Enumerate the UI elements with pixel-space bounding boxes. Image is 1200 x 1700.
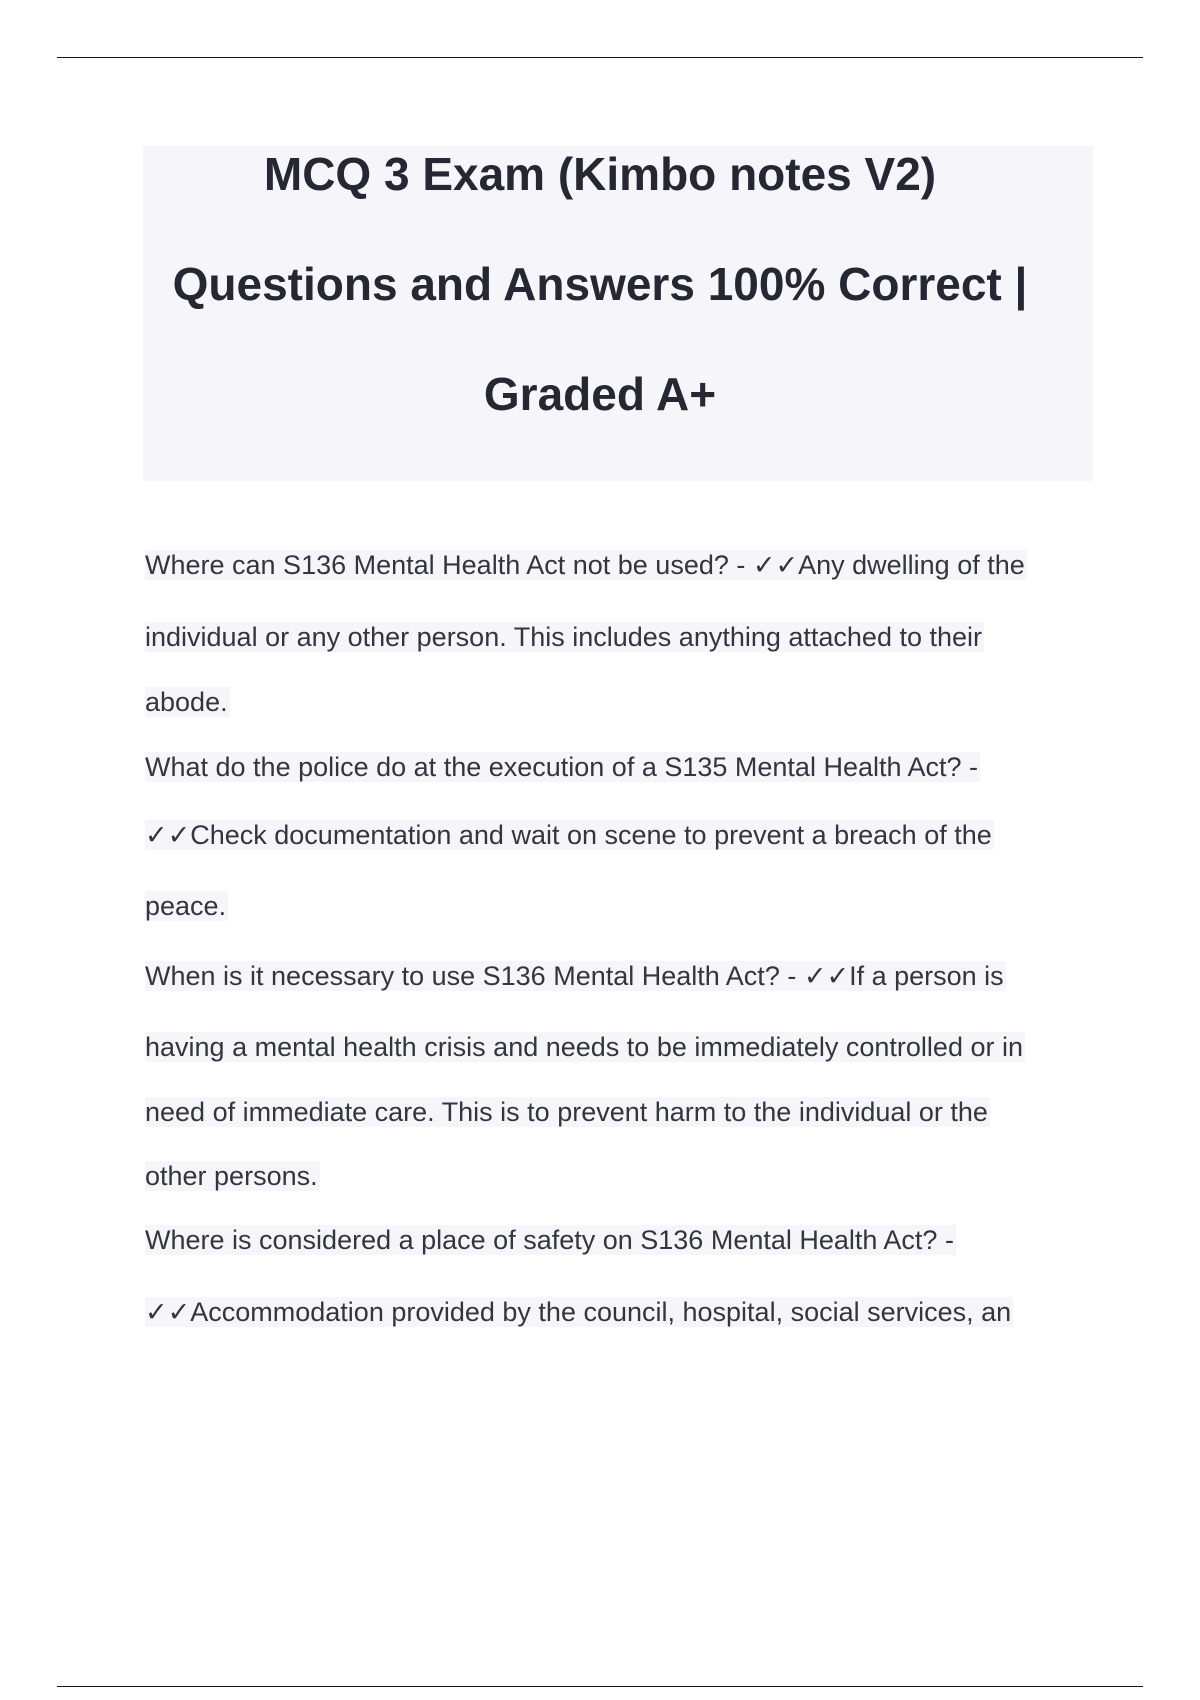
body-line: [145, 1158, 320, 1194]
body-line: [145, 888, 228, 924]
qa-text: Where is considered a place of safety on S136 Mental Health Act? -: [145, 1225, 954, 1255]
document-title-line-2: Questions and Answers 100% Correct |: [172, 258, 1028, 310]
body-line: [145, 749, 980, 785]
body-line: [145, 1222, 956, 1258]
body-line: [145, 958, 1006, 994]
qa-text: When is it necessary to use S136 Mental Health Act? - ✓✓If a person is: [145, 961, 1004, 991]
document-title-line-1: MCQ 3 Exam (Kimbo notes V2): [263, 148, 937, 200]
bottom-rule: [57, 1686, 1143, 1687]
top-rule: [57, 57, 1143, 58]
body-line: [145, 1094, 990, 1130]
document-title-line-3: Graded A+: [483, 368, 717, 420]
qa-text: Where can S136 Mental Health Act not be used? - ✓✓Any dwelling of the: [145, 550, 1025, 580]
body-line: [145, 1029, 1025, 1065]
qa-text: ✓✓Check documentation and wait on scene to prevent a breach of the: [145, 820, 992, 850]
qa-text: individual or any other person. This includes anything attached to their: [145, 622, 983, 652]
qa-text: need of immediate care. This is to prevent harm to the individual or the: [145, 1097, 988, 1127]
body-line: [145, 684, 230, 720]
body-line: [145, 1294, 1013, 1330]
qa-text: What do the police do at the execution of a S135 Mental Health Act? -: [145, 752, 979, 782]
body-line: [145, 619, 984, 655]
qa-text: abode.: [145, 687, 228, 717]
qa-text: ✓✓Accommodation provided by the council, hospital, social services, an: [145, 1297, 1012, 1327]
body-line: [145, 547, 1027, 583]
body-line: [145, 817, 994, 853]
qa-text: having a mental health crisis and needs to be immediately controlled or in: [145, 1032, 1023, 1062]
qa-text: peace.: [145, 891, 227, 921]
qa-text: other persons.: [145, 1161, 318, 1191]
